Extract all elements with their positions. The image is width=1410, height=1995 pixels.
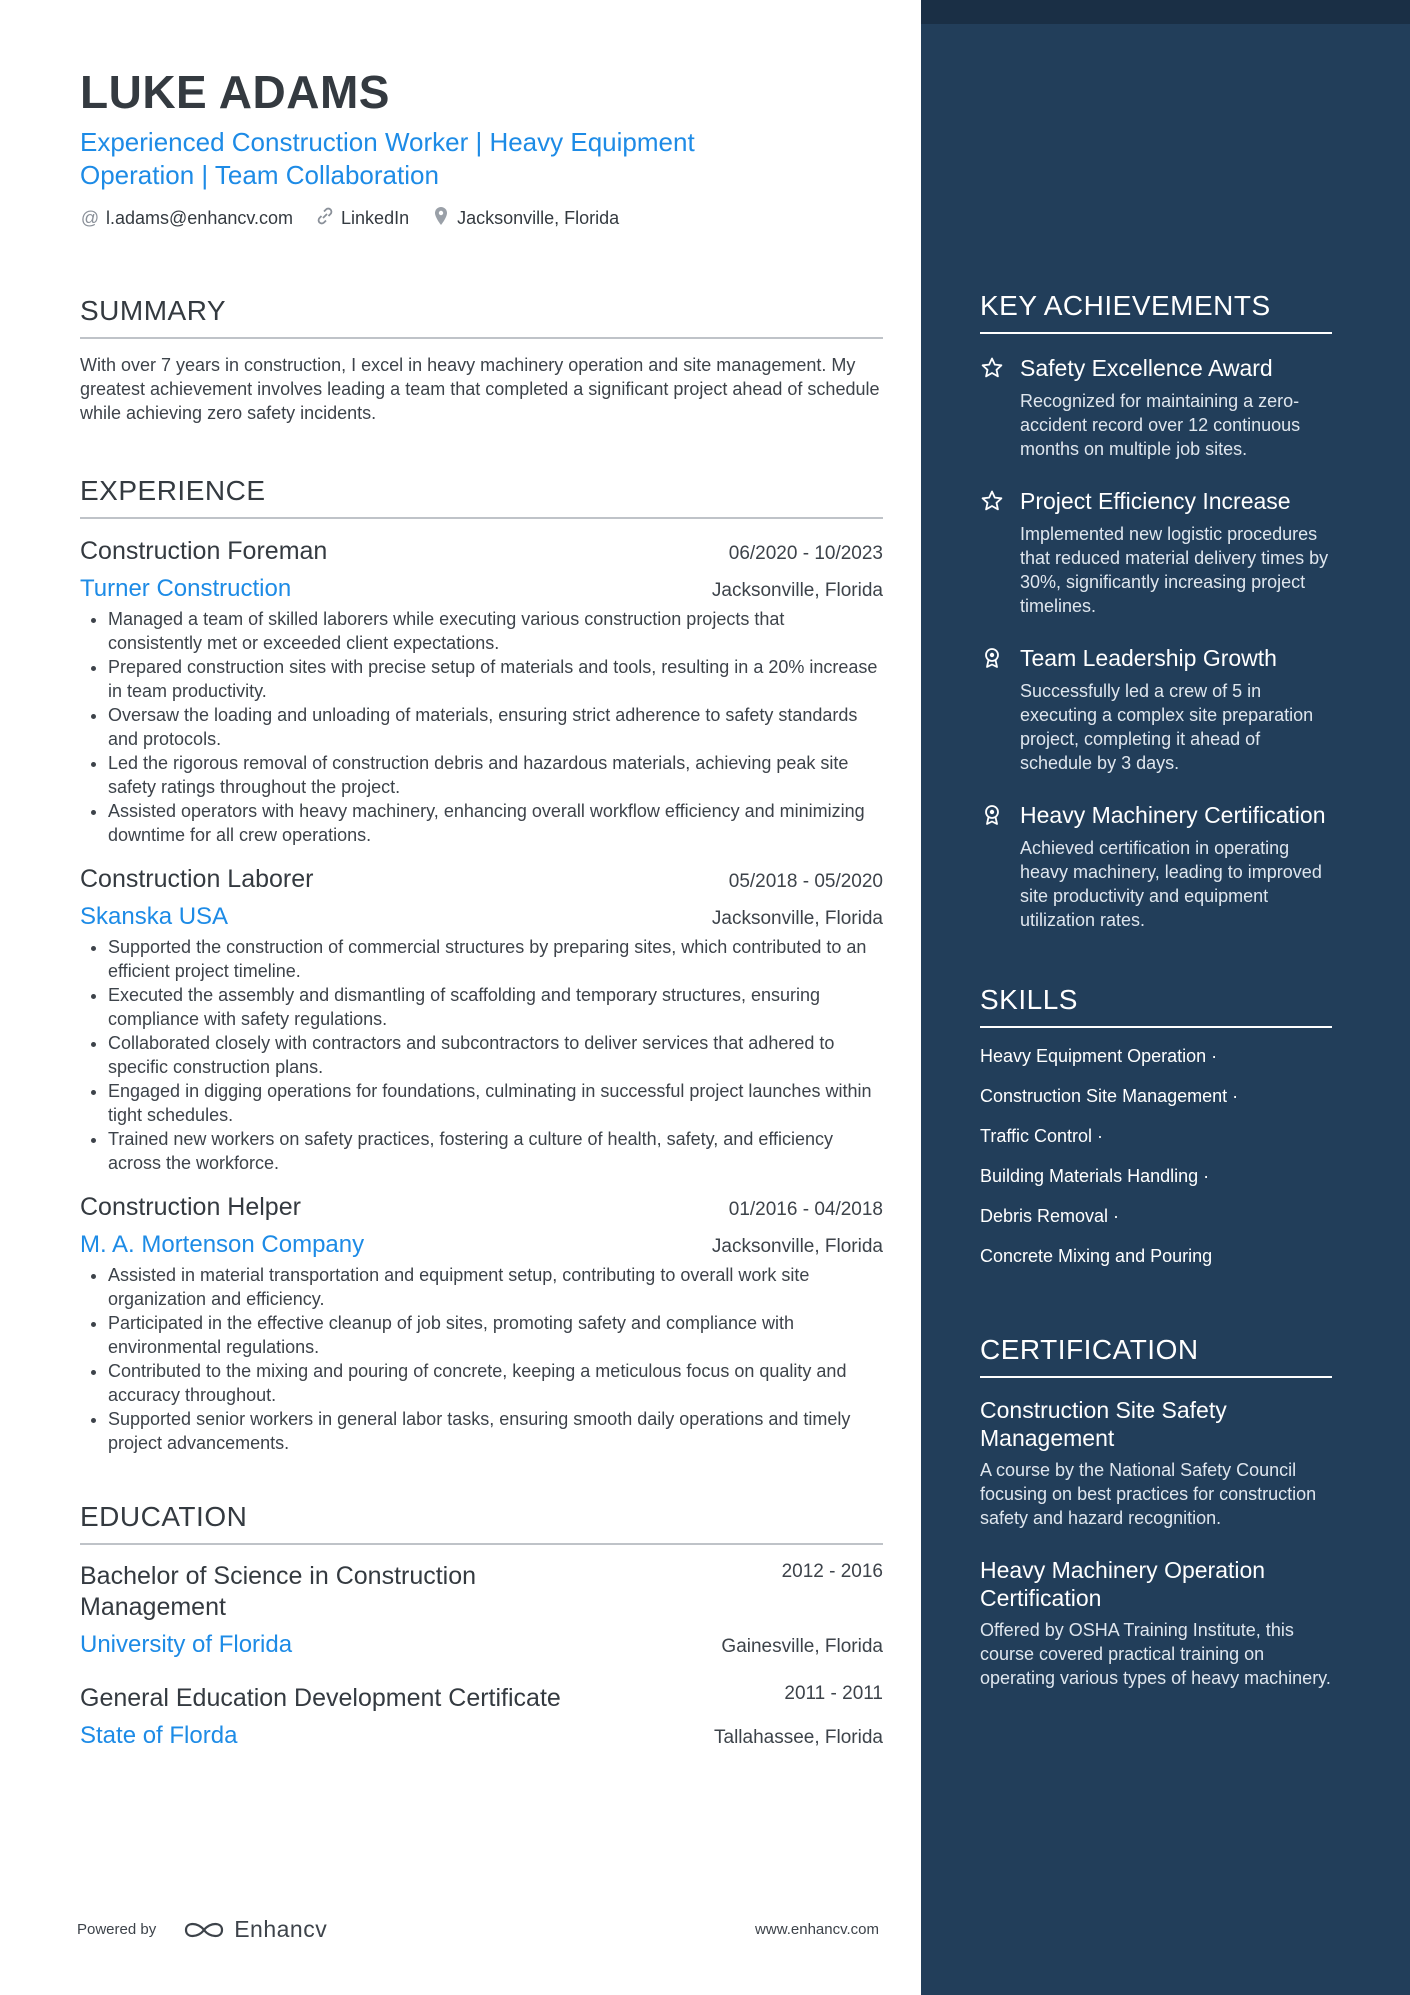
achievement-desc: Successfully led a crew of 5 in executing a complex site preparation project, completing it ahead of schedule by 3 days. xyxy=(1020,681,1314,773)
degree-title: General Education Development Certificate xyxy=(80,1684,561,1712)
job-location: Jacksonville, Florida xyxy=(711,580,883,601)
candidate-name: LUKE ADAMS xyxy=(80,66,390,118)
powered-by-label: Powered by xyxy=(77,1921,157,1938)
job-role: Construction Helper xyxy=(80,1193,301,1221)
certification-section xyxy=(980,1334,1332,1690)
skill-item: Construction Site Management · xyxy=(980,1086,1239,1106)
contact-bar xyxy=(80,206,883,231)
sidebar xyxy=(921,0,1410,1995)
bullet-item: • Contributed to the mixing and pouring of concrete, keeping a meticulous focus on quality and accuracy throughout. xyxy=(108,1359,883,1407)
school-location: Tallahassee, Florida xyxy=(714,1727,883,1748)
achievement-title: Project Efficiency Increase xyxy=(1020,488,1291,514)
achievement-item xyxy=(980,644,1332,775)
certification-desc: Offered by OSHA Training Institute, this course covered practical training on operating various types of heavy machinery. xyxy=(980,1620,1331,1688)
bullet-item: • Led the rigorous removal of construction debris and hazardous materials, achieving peak site safety ratings throughout the project. xyxy=(108,751,883,799)
bullet-item: • Managed a team of skilled laborers while executing various construction projects that consistently met or exceeded client expectations. xyxy=(108,607,883,655)
powered-by xyxy=(77,1916,327,1943)
certification-desc: A course by the National Safety Council focusing on best practices for construction safety and hazard recognition. xyxy=(980,1460,1317,1528)
school-name[interactable]: University of Florida xyxy=(80,1631,293,1658)
certification-item xyxy=(980,1556,1332,1690)
skills-section xyxy=(980,984,1332,1268)
education-dates: 2011 - 2011 xyxy=(784,1683,883,1704)
achievement-item xyxy=(980,354,1332,461)
bullet-item: • Supported senior workers in general labor tasks, ensuring smooth daily operations and timely project advancements. xyxy=(108,1407,883,1455)
experience-section xyxy=(80,475,883,1455)
achievement-desc: Recognized for maintaining a zero-accident record over 12 continuous months on multiple job sites. xyxy=(1020,391,1301,459)
contact-email[interactable] xyxy=(80,208,293,229)
summary-text: With over 7 years in construction, I excel in heavy machinery operation and site management. My greatest achievement involves leading a team that completed a significant project ahead of schedule while achieving zero safety incidents. xyxy=(80,355,880,423)
skill-item: Heavy Equipment Operation · xyxy=(980,1046,1218,1066)
location-text: Jacksonville, Florida xyxy=(457,208,620,228)
at-icon: @ xyxy=(80,208,100,228)
job-bullets xyxy=(80,607,883,847)
skills-title: SKILLS xyxy=(980,984,1332,1028)
link-icon xyxy=(315,206,335,231)
footer xyxy=(77,1916,879,1943)
bullet-item: • Assisted operators with heavy machinery, enhancing overall workflow efficiency and minimizing downtime for all crew operations. xyxy=(108,799,883,847)
skill-item: Traffic Control · xyxy=(980,1126,1104,1146)
certification-name: Construction Site Safety Management xyxy=(980,1397,1227,1451)
achievements-title: KEY ACHIEVEMENTS xyxy=(980,290,1332,334)
bullet-item: • Prepared construction sites with precise setup of materials and tools, resulting in a 20% increase in team productivity. xyxy=(108,655,883,703)
education-entry xyxy=(80,1561,883,1661)
bullet-item: • Collaborated closely with contractors and subcontractors to deliver services that adhered to specific construction plans. xyxy=(108,1031,883,1079)
enhancv-logo[interactable] xyxy=(182,1916,327,1943)
achievement-item xyxy=(980,801,1332,932)
experience-title: EXPERIENCE xyxy=(80,475,883,519)
bullet-item: • Executed the assembly and dismantling of scaffolding and temporary structures, ensuring compliance with safety regulations. xyxy=(108,983,883,1031)
achievement-desc: Implemented new logistic procedures that reduced material delivery times by 30%, significantly increasing project timelines. xyxy=(1020,524,1329,616)
linkedin-text: LinkedIn xyxy=(341,208,410,228)
job-entry xyxy=(80,535,883,847)
achievement-title: Safety Excellence Award xyxy=(1020,355,1273,381)
job-entry xyxy=(80,863,883,1175)
job-location: Jacksonville, Florida xyxy=(711,908,883,929)
bullet-item: • Oversaw the loading and unloading of materials, ensuring strict adherence to safety standards and protocols. xyxy=(108,703,883,751)
job-company[interactable]: Skanska USA xyxy=(80,903,229,930)
sidebar-top-bar xyxy=(921,0,1410,24)
bullet-item: • Engaged in digging operations for foundations, culminating in successful project launches within tight schedules. xyxy=(108,1079,883,1127)
summary-title: SUMMARY xyxy=(80,295,883,339)
job-role: Construction Foreman xyxy=(80,537,328,565)
website-link[interactable]: www.enhancv.com xyxy=(755,1921,879,1938)
achievement-desc: Achieved certification in operating heavy machinery, leading to improved site productivity and equipment utilization rates. xyxy=(1020,838,1322,930)
skill-item: Debris Removal · xyxy=(980,1206,1120,1226)
job-entry xyxy=(80,1191,883,1455)
achievement-title: Heavy Machinery Certification xyxy=(1020,802,1326,828)
enhancv-logo-icon xyxy=(182,1918,228,1942)
contact-location xyxy=(431,206,619,231)
school-location: Gainesville, Florida xyxy=(721,1636,883,1657)
job-location: Jacksonville, Florida xyxy=(711,1236,883,1257)
education-dates: 2012 - 2016 xyxy=(781,1561,883,1582)
email-text: l.adams@enhancv.com xyxy=(106,208,294,228)
award-icon xyxy=(980,644,1020,775)
job-bullets xyxy=(80,1263,883,1455)
skill-item: Building Materials Handling · xyxy=(980,1166,1210,1186)
brand-name: Enhancv xyxy=(234,1916,328,1942)
certification-item xyxy=(980,1396,1332,1530)
job-company[interactable]: M. A. Mortenson Company xyxy=(80,1231,365,1258)
headline: Experienced Construction Worker | Heavy Equipment Operation | Team Collaboration xyxy=(80,127,695,190)
star-icon xyxy=(980,354,1020,461)
bullet-item: • Participated in the effective cleanup of job sites, promoting safety and compliance with environmental regulations. xyxy=(108,1311,883,1359)
award-icon xyxy=(980,801,1020,932)
achievement-title: Team Leadership Growth xyxy=(1020,645,1277,671)
bullet-item: • Assisted in material transportation and equipment setup, contributing to overall work site organization and efficiency. xyxy=(108,1263,883,1311)
job-dates: 05/2018 - 05/2020 xyxy=(728,871,883,892)
job-bullets xyxy=(80,935,883,1175)
education-entry xyxy=(80,1683,883,1752)
contact-linkedin[interactable] xyxy=(315,206,409,231)
location-pin-icon xyxy=(431,206,451,231)
degree-title: Bachelor of Science in Construction Management xyxy=(80,1562,477,1621)
star-icon xyxy=(980,487,1020,618)
skill-item: Concrete Mixing and Pouring xyxy=(980,1246,1213,1266)
job-dates: 01/2016 - 04/2018 xyxy=(728,1199,883,1220)
education-section xyxy=(80,1501,883,1752)
job-role: Construction Laborer xyxy=(80,865,314,893)
achievements-section xyxy=(980,290,1332,932)
bullet-item: • Trained new workers on safety practices, fostering a culture of health, safety, and efficiency across the workforce. xyxy=(108,1127,883,1175)
job-dates: 06/2020 - 10/2023 xyxy=(728,543,883,564)
education-title: EDUCATION xyxy=(80,1501,883,1545)
school-name[interactable]: State of Florda xyxy=(80,1722,238,1749)
bullet-item: • Supported the construction of commercial structures by preparing sites, which contributed to an efficient project timeline. xyxy=(108,935,883,983)
certification-title: CERTIFICATION xyxy=(980,1334,1332,1378)
certification-name: Heavy Machinery Operation Certification xyxy=(980,1557,1266,1611)
summary-section xyxy=(80,295,883,425)
job-company[interactable]: Turner Construction xyxy=(80,575,292,602)
achievement-item xyxy=(980,487,1332,618)
